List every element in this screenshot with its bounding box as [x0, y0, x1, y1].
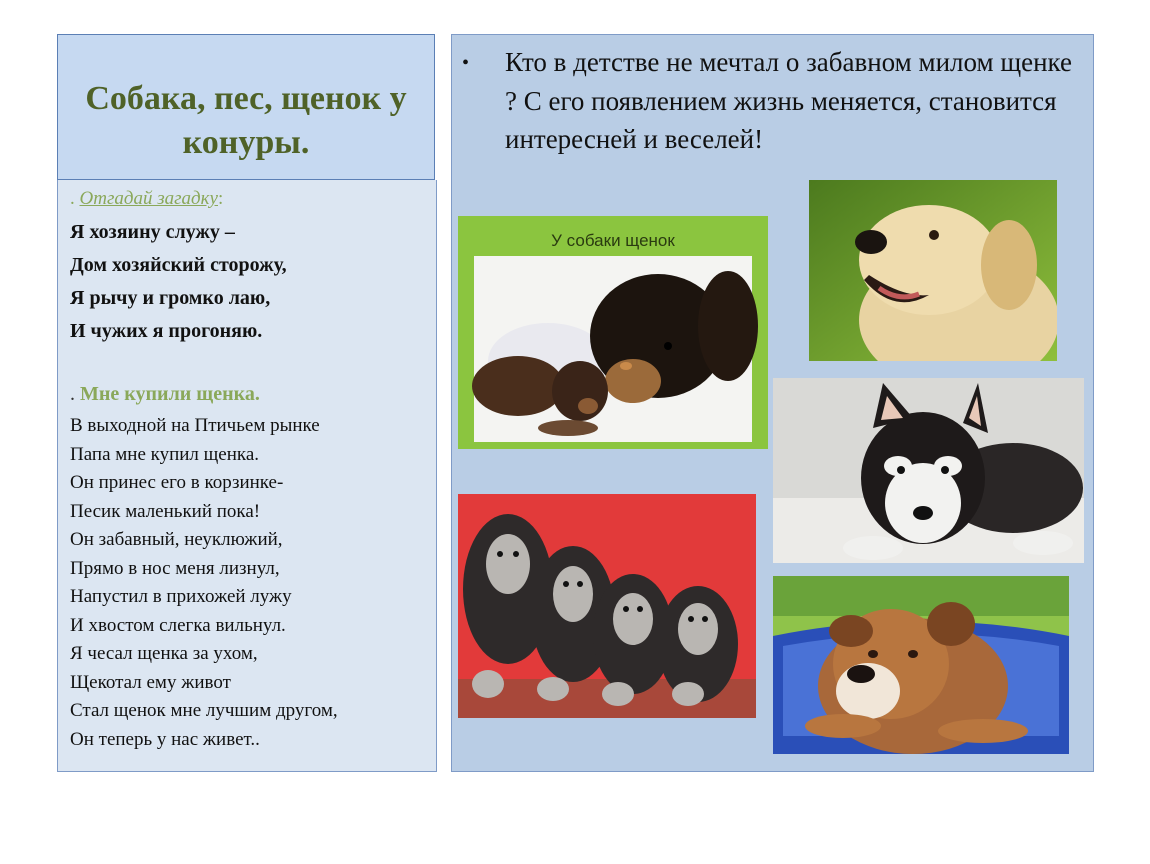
poem-line: Щекотал ему живот: [70, 671, 231, 693]
poem-line: И хвостом слегка вильнул.: [70, 614, 286, 636]
photo-caption: У собаки щенок: [551, 231, 675, 250]
riddle-line: Я рычу и громко лаю,: [70, 287, 271, 309]
title-panel: [57, 34, 435, 180]
poem-line: В выходной на Птичьем рынке: [70, 415, 320, 436]
riddle-line: Дом хозяйский сторожу,: [70, 254, 287, 276]
husky-puppy-photo: [773, 378, 1084, 563]
riddle-heading-prefix: .: [70, 188, 75, 209]
riddle-line: И чужих я прогоняю.: [70, 320, 263, 342]
poem-line: Он принес его в корзинке-: [70, 472, 284, 493]
page-title: Собака, пес, щенок у конуры.: [85, 80, 407, 161]
riddle-heading-suffix: :: [217, 188, 224, 209]
riddle-heading: [70, 186, 436, 216]
poem-line: Прямо в нос меня лизнул,: [70, 557, 280, 579]
mother-and-puppy-photo: [458, 216, 768, 449]
poem-heading-text: Мне купили щенка.: [80, 383, 260, 405]
riddle-heading-text: Отгадай загадку: [79, 188, 218, 209]
bullet-icon: •: [462, 52, 470, 74]
poem-line: Он теперь у нас живет..: [70, 728, 260, 750]
poem-line: Он забавный, неуклюжий,: [70, 529, 283, 550]
bulldog-puppy-photo: [773, 576, 1069, 754]
poem-line: Я чесал щенка за ухом,: [70, 643, 258, 664]
poem-heading: [70, 380, 436, 412]
poem-line: Песик маленький пока!: [70, 500, 261, 522]
poem-line: Папа мне купил щенка.: [70, 443, 260, 465]
text-panel: [57, 180, 437, 772]
riddle-line: Я хозяину служу –: [70, 221, 235, 243]
labrador-photo: [809, 180, 1057, 361]
poem-line: Стал щенок мне лучшим другом,: [70, 700, 338, 721]
poem-heading-prefix: .: [70, 383, 75, 405]
intro-text: Кто в детстве не мечтал о забавном милом щенке ? С его появлением жизнь меняется, становится интересней и веселей!: [505, 47, 1072, 154]
poem-line: Напустил в прихожей лужу: [70, 586, 292, 607]
schnauzer-puppies-photo: [458, 494, 756, 718]
